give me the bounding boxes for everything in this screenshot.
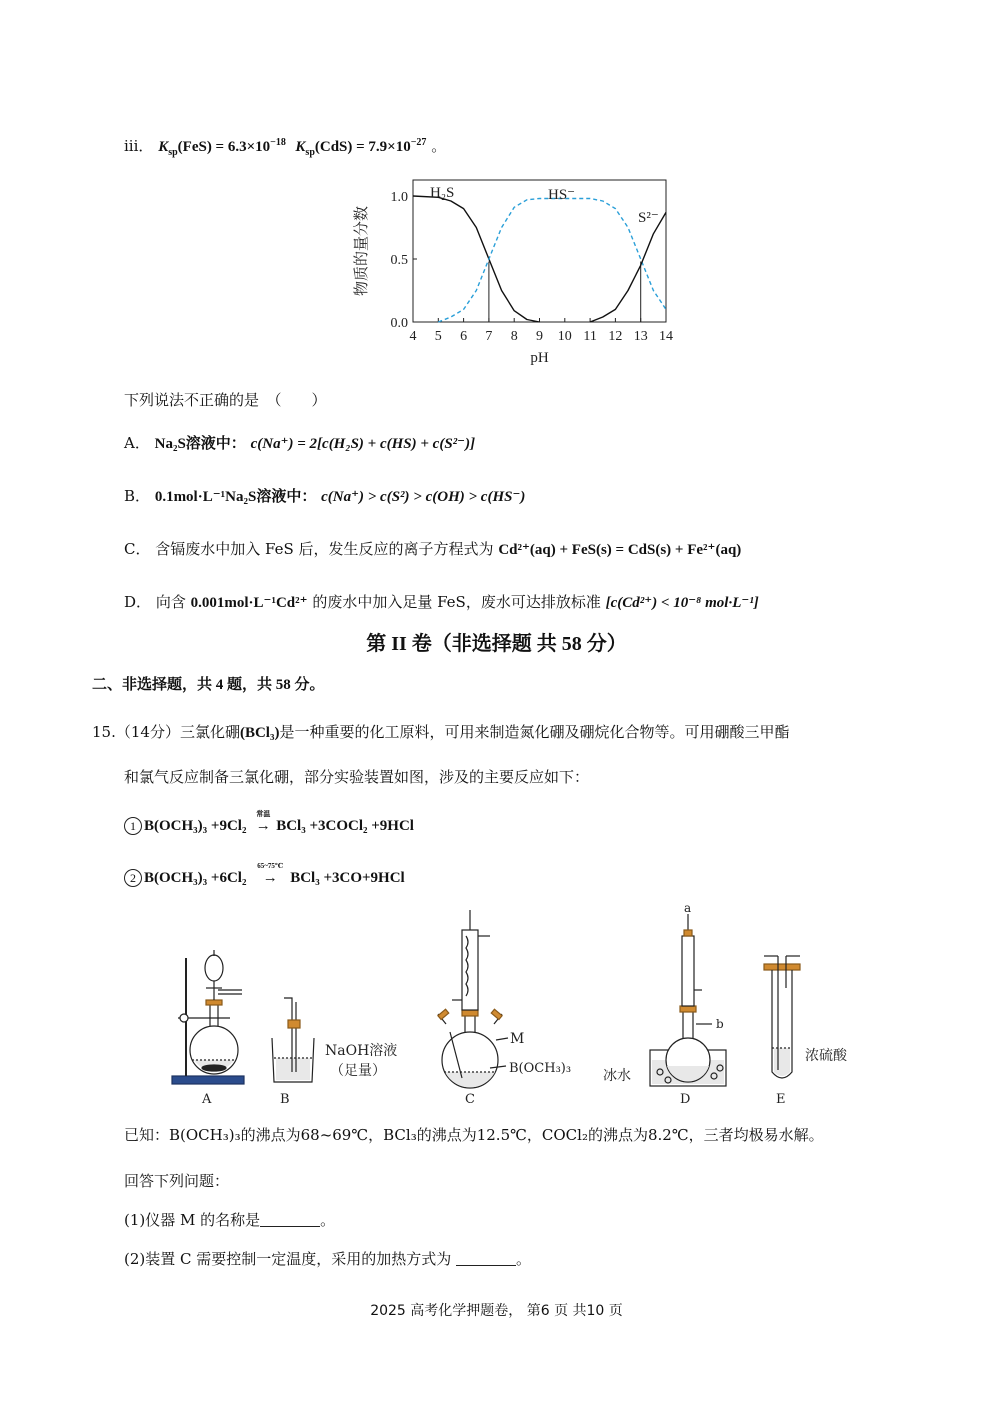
subquestion-1-end: 。 — [320, 1211, 336, 1229]
apparatus-diagram — [160, 900, 880, 1115]
q15-number: 15.（14分） — [92, 723, 180, 741]
series-label: HS⁻ — [548, 187, 576, 203]
label-c: C — [465, 1092, 475, 1107]
bome-label: B(OCH₃)₃ — [509, 1061, 572, 1076]
naoh-amount: （足量） — [330, 1063, 386, 1079]
series-label: S²⁻ — [638, 210, 659, 226]
subquestion-1 — [124, 1210, 335, 1230]
x-axis-label: pH — [530, 350, 549, 366]
x-tick-label: 10 — [557, 329, 572, 344]
q15-bcl3-formula: (BCl₃) — [239, 725, 280, 741]
reaction-2: 2 B(OCH₃)₃ +6Cl₂ 65~75℃ → BCl₃ +3CO+9HCl — [124, 868, 405, 888]
x-tick-label: 5 — [434, 329, 442, 344]
apparatus-e — [764, 956, 800, 1078]
answer-prompt: 回答下列问题： — [124, 1172, 230, 1190]
ice-water-label: 冰水 — [603, 1068, 631, 1084]
option-a-label: A． — [124, 434, 150, 452]
label-port-a: a — [684, 901, 692, 915]
ksp-end: 。 — [431, 137, 447, 155]
q15-intro1a: 三氯化硼 — [179, 723, 240, 741]
label-d: D — [680, 1092, 691, 1107]
series-line — [590, 212, 666, 322]
label-b: B — [280, 1092, 290, 1107]
sp-sub: sp — [168, 147, 178, 158]
label-port-b: b — [716, 1017, 724, 1031]
r1-condition: 常温 — [256, 810, 271, 818]
series-line — [438, 199, 666, 323]
option-c-text: 含镉废水中加入 FeS 后，发生反应的离子方程式为 — [155, 540, 494, 558]
x-tick-label: 8 — [510, 329, 518, 344]
subquestion-1-text: (1)仪器 M 的名称是 — [124, 1211, 261, 1229]
ksp-label: iii． — [124, 137, 154, 155]
option-b-text: 0.1mol·L⁻¹Na₂S溶液中： — [154, 489, 317, 505]
y-tick-label: 0.5 — [390, 253, 408, 268]
option-a-text: Na₂S溶液中： — [154, 436, 246, 452]
option-d-text2: 的废水中加入足量 FeS，废水可达排放标准 — [312, 593, 601, 611]
part2-heading: 二、非选择题，共 4 题，共 58 分。 — [92, 677, 325, 693]
r2-condition: 65~75℃ — [257, 862, 284, 870]
x-tick-label: 4 — [409, 329, 417, 344]
x-tick-label: 6 — [460, 329, 468, 344]
ksp-cds-exp: −27 — [410, 137, 427, 148]
x-tick-label: 7 — [485, 329, 493, 344]
reaction-1: 1 B(OCH₃)₃ +9Cl₂ 常温 → BCl₃ +3COCl₂ +9HCl — [124, 816, 414, 836]
k-symbol: K — [158, 139, 169, 155]
apparatus-b — [272, 998, 314, 1082]
option-d-label: D． — [124, 593, 152, 611]
x-tick-label: 12 — [608, 329, 623, 344]
m-label: M — [510, 1031, 525, 1047]
series-line — [413, 196, 540, 322]
answer-blank-2[interactable] — [456, 1251, 516, 1266]
subquestion-2-text: (2)装置 C 需要控制一定温度，采用的加热方式为 — [124, 1250, 452, 1268]
option-c-label: C． — [124, 540, 151, 558]
option-a[interactable] — [124, 433, 475, 454]
q15-intro1b: 是一种重要的化工原料，可用来制造氮化硼及硼烷化合物等。可用硼酸三甲酯 — [279, 723, 790, 741]
label-a: A — [202, 1092, 212, 1107]
species-fraction-chart — [340, 170, 690, 380]
subquestion-2 — [124, 1249, 531, 1269]
option-a-formula: c(Na⁺) = 2[c(H₂S) + c(HS) + c(S²⁻)] — [250, 436, 476, 452]
naoh-label: NaOH溶液 — [325, 1043, 398, 1059]
x-tick-label: 11 — [583, 329, 597, 344]
y-tick-label: 1.0 — [390, 190, 408, 205]
x-tick-label: 9 — [536, 329, 543, 344]
x-tick-label: 13 — [633, 329, 648, 344]
option-c[interactable] — [124, 539, 741, 560]
label-e: E — [776, 1092, 786, 1107]
option-b-label: B． — [124, 487, 151, 505]
answer-blank-1[interactable] — [260, 1212, 320, 1227]
r1-left: B(OCH₃)₃ +9Cl₂ — [144, 818, 247, 834]
apparatus-d — [650, 914, 726, 1086]
q14-stem: 下列说法不正确的是 （ ） — [124, 391, 327, 409]
ksp-line: iii． $K_{sp}(FeS) = 6.3\times 10^{-18}$ $K_{sp}(CdS) = 7.9\times 10^{-27}$ 。 — [124, 137, 447, 158]
ksp-fes-exp: −18 — [270, 137, 286, 148]
section-title: 第 II 卷（非选择题 共 58 分） — [366, 633, 627, 655]
x-tick-label: 14 — [659, 329, 673, 344]
y-axis-label: 物质的量分数 — [352, 205, 370, 297]
option-d-formula2: [c(Cd²⁺) < 10⁻⁸ mol·L⁻¹] — [605, 595, 759, 611]
q15-intro-line2: 和氯气反应制备三氯化硼，部分实验装置如图，涉及的主要反应如下： — [124, 768, 590, 786]
apparatus-c — [438, 910, 502, 1088]
option-d[interactable] — [124, 592, 759, 613]
q15-intro-line1 — [92, 722, 789, 743]
r2-left: B(OCH₃)₃ +6Cl₂ — [144, 870, 247, 886]
y-tick-label: 0.0 — [390, 316, 408, 331]
apparatus-a — [172, 950, 244, 1084]
known-data: 已知：B(OCH₃)₃的沸点为68~69℃，BCl₃的沸点为12.5℃，COCl₂的沸点为8.2℃，三者均极易水解。 — [124, 1126, 824, 1144]
option-d-formula1: 0.001mol·L⁻¹Cd²⁺ — [190, 595, 308, 611]
ksp-cds: (CdS) = 7.9×10 — [314, 139, 411, 155]
r2-right: BCl₃ +3CO+9HCl — [290, 870, 405, 886]
option-c-formula: Cd²⁺(aq) + FeS(s) = CdS(s) + Fe²⁺(aq) — [498, 542, 742, 558]
subquestion-2-end: 。 — [516, 1250, 532, 1268]
option-b[interactable] — [124, 486, 525, 507]
ksp-fes: (FeS) = 6.3×10 — [177, 139, 271, 155]
acid-label: 浓硫酸 — [805, 1048, 847, 1064]
option-d-text1: 向含 — [155, 593, 186, 611]
option-b-formula: c(Na⁺) > c(S²) > c(OH) > c(HS⁻) — [321, 489, 526, 505]
series-label: H₂S — [430, 185, 455, 201]
r1-right: BCl₃ +3COCl₂ +9HCl — [276, 818, 414, 834]
page-footer: 2025 高考化学押题卷， 第6 页 共10 页 — [370, 1303, 623, 1319]
